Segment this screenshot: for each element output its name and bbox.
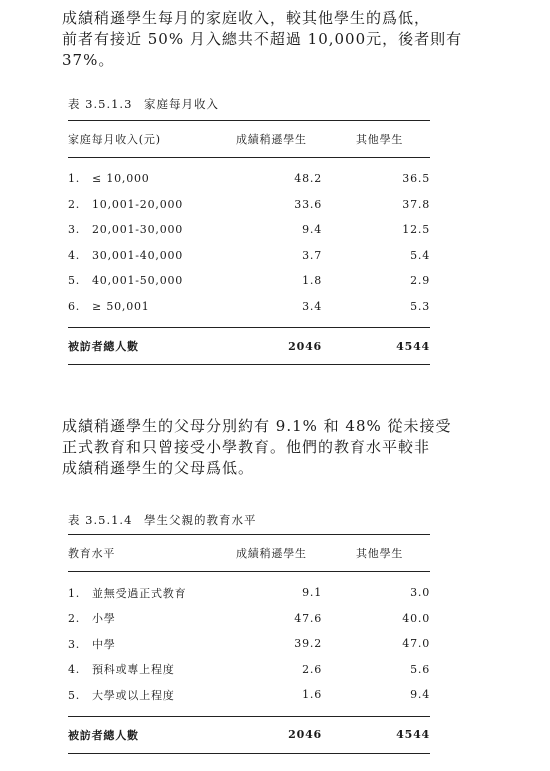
row-index: 5.	[68, 274, 81, 288]
row-label	[68, 217, 236, 243]
row-label	[68, 631, 236, 657]
row-label	[68, 268, 236, 294]
row-label	[68, 572, 236, 606]
row-index: 3.	[68, 223, 81, 237]
table-total-row	[68, 716, 430, 753]
cell-other-students: 9.4	[410, 688, 430, 702]
total-weaker-students: 2046	[288, 339, 322, 353]
row-label-text: 20,001-30,000	[92, 223, 184, 237]
cell-weaker-students: 2.6	[302, 662, 322, 676]
table-row	[68, 606, 430, 632]
table-header-row	[68, 121, 430, 158]
cell-other-students: 47.0	[402, 637, 430, 651]
row-index: 3.	[68, 637, 81, 651]
cell-other-students: 40.0	[402, 611, 430, 625]
table-row	[68, 657, 430, 683]
total-label: 被訪者總人數	[68, 728, 139, 742]
cell-weaker-students: 3.4	[302, 299, 322, 313]
row-label-text: 並無受過正式教育	[92, 586, 187, 600]
row-label-text: 小學	[92, 612, 116, 626]
cell-weaker-students: 9.1	[302, 586, 322, 600]
table-total-row	[68, 328, 430, 365]
cell-other-students: 5.3	[410, 299, 430, 313]
paragraph-line: 成績稍遜學生的父母爲低。	[62, 459, 255, 477]
row-index: 4.	[68, 248, 81, 262]
paragraph-line: 成績稍遜學生每月的家庭收入，較其他學生的爲低，	[62, 9, 431, 27]
table-row	[68, 268, 430, 294]
row-index: 6.	[68, 299, 81, 313]
table-row	[68, 217, 430, 243]
income-table	[68, 120, 430, 365]
column-header-weaker-students: 成績稍遜學生	[236, 547, 307, 560]
row-label	[68, 243, 236, 269]
row-label-text: 中學	[92, 637, 116, 651]
paragraph-income	[62, 8, 502, 71]
table-number: 表 3.5.1.4	[68, 513, 133, 527]
total-label: 被訪者總人數	[68, 340, 139, 353]
cell-weaker-students: 48.2	[294, 172, 322, 186]
table-row	[68, 631, 430, 657]
row-label-text: 40,001-50,000	[92, 274, 184, 288]
cell-other-students: 5.4	[410, 248, 430, 262]
table-header-row	[68, 535, 430, 572]
cell-other-students: 12.5	[402, 223, 430, 237]
row-label-text: ≤ 10,000	[92, 172, 150, 186]
row-label-text: ≥ 50,001	[92, 299, 150, 313]
row-label-text: 大學或以上程度	[92, 688, 175, 702]
paragraph-line: 前者有接近 50% 月入總共不超過 10,000元，後者則有	[62, 30, 463, 48]
cell-weaker-students: 1.6	[302, 688, 322, 702]
row-label	[68, 657, 236, 683]
paragraph-line: 成績稍遜學生的父母分別約有 9.1% 和 48% 從未接受	[62, 417, 452, 435]
cell-other-students: 37.8	[402, 197, 430, 211]
row-index: 4.	[68, 663, 81, 677]
total-other-students: 4544	[396, 728, 430, 741]
table-row	[68, 572, 430, 606]
paragraph-parents-education	[62, 416, 502, 479]
row-index: 1.	[68, 172, 81, 186]
row-index: 2.	[68, 197, 81, 211]
row-label-text: 預科或專上程度	[92, 663, 175, 677]
table-row	[68, 682, 430, 716]
cell-weaker-students: 39.2	[294, 637, 322, 651]
column-header-other-students: 其他學生	[356, 133, 404, 146]
row-label-text: 30,001-40,000	[92, 248, 184, 262]
cell-other-students: 3.0	[410, 586, 430, 600]
cell-weaker-students: 9.4	[302, 223, 322, 237]
row-index: 5.	[68, 688, 81, 702]
column-header-weaker-students: 成績稍遜學生	[236, 133, 307, 146]
total-weaker-students: 2046	[288, 728, 322, 741]
cell-other-students: 36.5	[402, 172, 430, 186]
table-row	[68, 192, 430, 218]
cell-weaker-students: 3.7	[302, 248, 322, 262]
paragraph-line: 37%。	[62, 51, 115, 69]
table-row	[68, 243, 430, 269]
table-title: 學生父親的教育水平	[144, 513, 257, 527]
cell-weaker-students: 1.8	[302, 274, 322, 288]
row-index: 1.	[68, 586, 81, 600]
table-number: 表 3.5.1.3	[68, 97, 133, 111]
row-label	[68, 606, 236, 632]
row-label-text: 10,001-20,000	[92, 197, 184, 211]
table-title: 家庭每月收入	[144, 97, 219, 111]
column-header-other-students: 其他學生	[356, 547, 404, 560]
total-other-students: 4544	[396, 339, 430, 353]
row-index: 2.	[68, 612, 81, 626]
row-label	[68, 682, 236, 716]
row-label	[68, 158, 236, 192]
table-caption-income	[68, 96, 219, 112]
cell-other-students: 5.6	[410, 662, 430, 676]
table-row	[68, 294, 430, 328]
cell-other-students: 2.9	[410, 274, 430, 288]
table-row	[68, 158, 430, 192]
paragraph-line: 正式教育和只曾接受小學教育。他們的教育水平較非	[62, 438, 431, 456]
cell-weaker-students: 33.6	[294, 197, 322, 211]
column-header-category: 家庭每月收入(元)	[68, 133, 161, 146]
row-label	[68, 294, 236, 328]
cell-weaker-students: 47.6	[294, 611, 322, 625]
table-caption-education	[68, 512, 257, 528]
father-education-table	[68, 534, 430, 754]
row-label	[68, 192, 236, 218]
column-header-category: 教育水平	[68, 547, 116, 560]
